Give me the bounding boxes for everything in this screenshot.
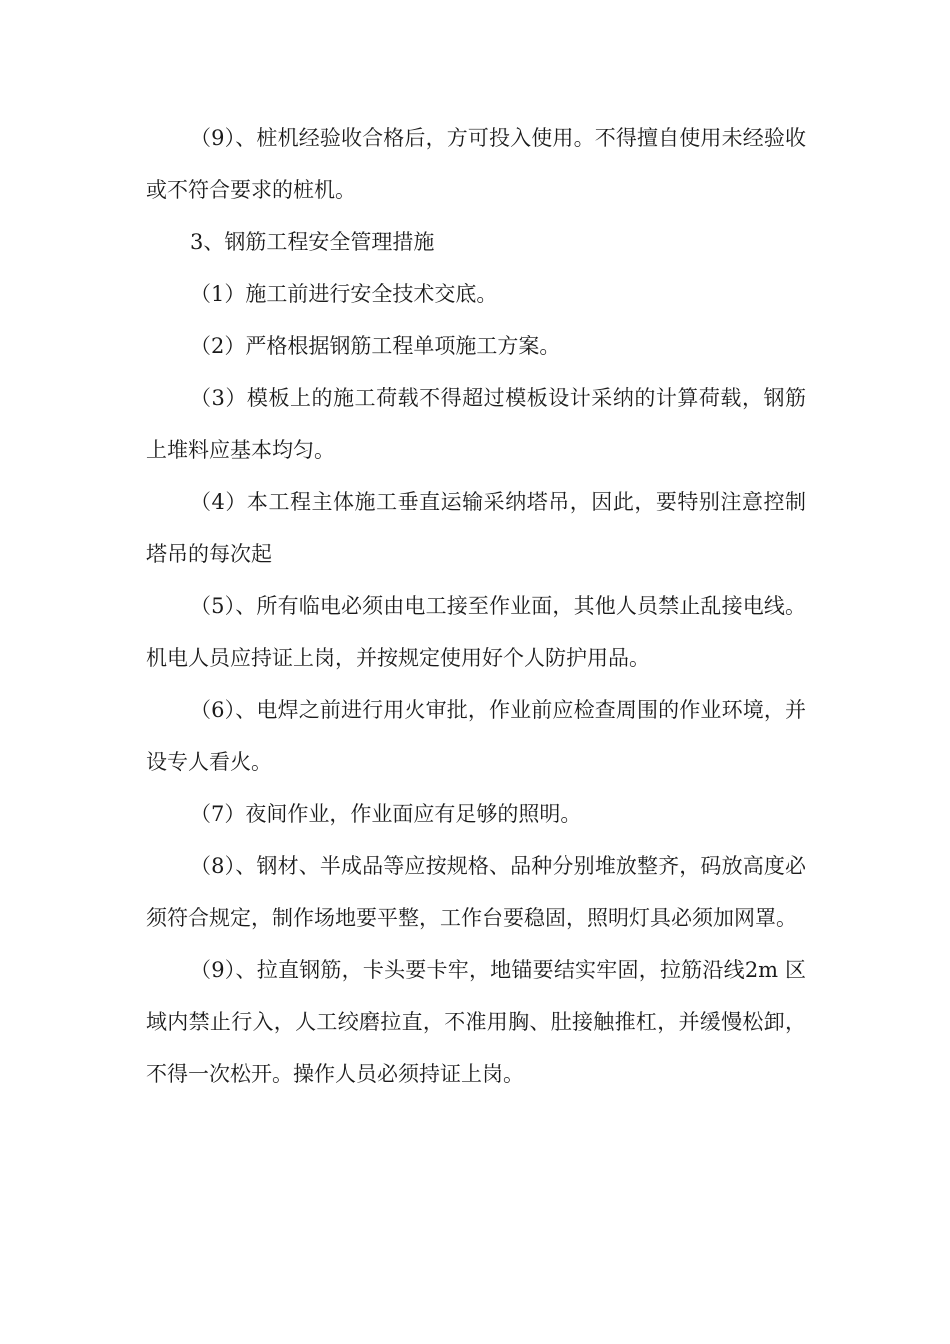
paragraph-item-2: （2）严格根据钢筋工程单项施工方案。: [190, 334, 561, 358]
paragraph-item-8: （8）、钢材、半成品等应按规格、品种分别堆放整齐，码放高度必须符合规定，制作场地要平整，工作台要稳固，照明灯具必须加网罩。: [146, 854, 806, 930]
paragraph-pile-machine-acceptance: （9）、桩机经验收合格后，方可投入使用。不得擅自使用未经验收或不符合要求的桩机。: [146, 126, 806, 202]
paragraph-item-5: （5）、所有临电必须由电工接至作业面，其他人员禁止乱接电线。机电人员应持证上岗，并按规定使用好个人防护用品。: [146, 594, 806, 670]
paragraph-item-4: （4）本工程主体施工垂直运输采纳塔吊，因此，要特别注意控制塔吊的每次起: [146, 490, 806, 566]
paragraph-item-9: （9）、拉直钢筋，卡头要卡牢，地锚要结实牢固，拉筋沿线2m 区域内禁止行入，人工绞磨拉直，不准用胸、肚接触推杠，并缓慢松卸，不得一次松开。操作人员必须持证上岗。: [146, 958, 806, 1086]
paragraph-item-6: （6）、电焊之前进行用火审批，作业前应检查周围的作业环境，并设专人看火。: [146, 698, 806, 774]
paragraph-item-7: （7）夜间作业，作业面应有足够的照明。: [190, 802, 582, 826]
paragraph-item-1: （1）施工前进行安全技术交底。: [190, 282, 498, 306]
section-heading-rebar-safety: 3、钢筋工程安全管理措施: [190, 230, 435, 254]
paragraph-item-3: （3）模板上的施工荷载不得超过模板设计采纳的计算荷载，钢筋上堆料应基本均匀。: [146, 386, 806, 462]
document-body: [146, 112, 806, 1100]
